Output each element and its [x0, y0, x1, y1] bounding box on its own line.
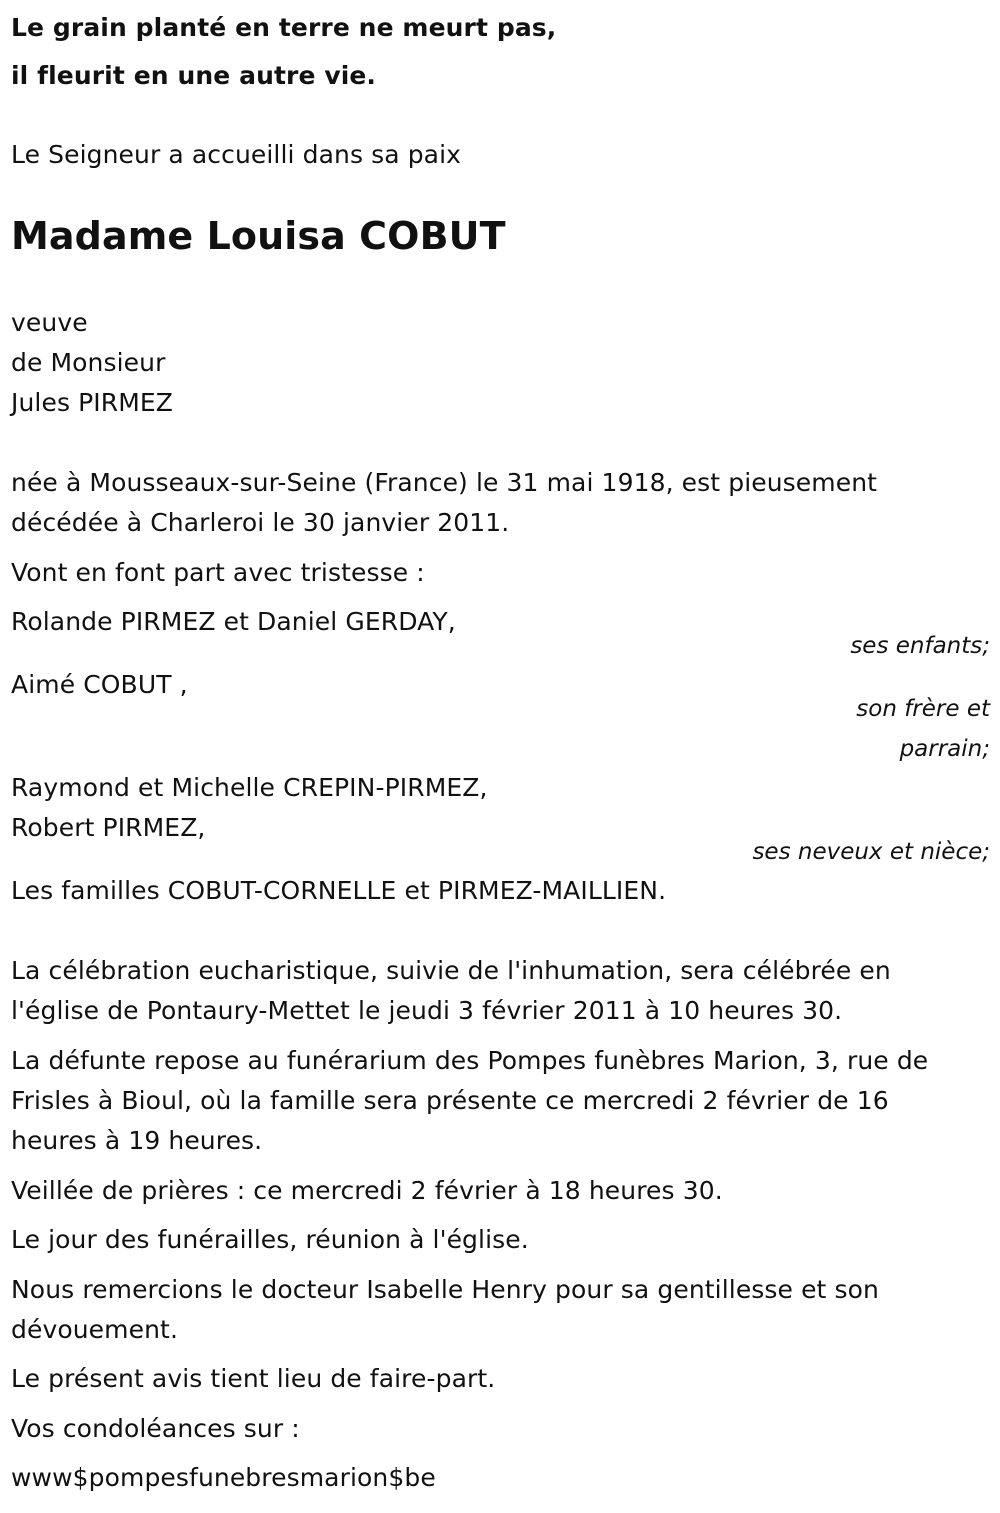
repose-line-3: heures à 19 heures. — [11, 1126, 263, 1155]
spouse-line-1: veuve — [11, 308, 88, 337]
brother-role-line-2: parrain; — [899, 736, 990, 762]
ceremony-line-2: l'église de Pontaury-Mettet le jeudi 3 février 2011 à 10 heures 30. — [11, 996, 843, 1025]
epigraph-line-2: il fleurit en une autre vie. — [11, 61, 377, 90]
repose-line-2: Frisles à Bioul, où la famille sera présente ce mercredi 2 février de 16 — [11, 1086, 889, 1115]
brother-role-line-1: son frère et — [856, 696, 990, 722]
notice-text: Le présent avis tient lieu de faire-part. — [11, 1364, 496, 1393]
funeral-day-text: Le jour des funérailles, réunion à l'église. — [11, 1225, 529, 1254]
ceremony-line-1: La célébration eucharistique, suivie de l'inhumation, sera célébrée en — [11, 956, 891, 985]
vigil-text: Veillée de prières : ce mercredi 2 février à 18 heures 30. — [11, 1176, 723, 1205]
repose-line-1: La défunte repose au funérarium des Pompes funèbres Marion, 3, rue de — [11, 1046, 929, 1075]
thanks-line-1: Nous remercions le docteur Isabelle Henry pour sa gentillesse et son — [11, 1275, 879, 1304]
nephews-role: ses neveux et nièce; — [752, 839, 990, 865]
epigraph-line-1: Le grain planté en terre ne meurt pas, — [11, 13, 557, 42]
nephew-line-1: Raymond et Michelle CREPIN-PIRMEZ, — [11, 773, 488, 802]
birth-death-line-1: née à Mousseaux-sur-Seine (France) le 31 mai 1918, est pieusement — [11, 468, 878, 497]
website-link[interactable]: www$pompesfunebresmarion$be — [11, 1463, 436, 1492]
deceased-name: Madame Louisa COBUT — [11, 214, 506, 258]
spouse-line-3: Jules PIRMEZ — [11, 388, 174, 417]
nephew-line-2: Robert PIRMEZ, — [11, 813, 206, 842]
announce-text: Vont en font part avec tristesse : — [11, 558, 425, 587]
intro-text: Le Seigneur a accueilli dans sa paix — [11, 140, 462, 169]
children-names: Rolande PIRMEZ et Daniel GERDAY, — [11, 607, 456, 636]
spouse-line-2: de Monsieur — [11, 348, 166, 377]
thanks-line-2: dévouement. — [11, 1315, 178, 1344]
condolences-label: Vos condoléances sur : — [11, 1414, 300, 1443]
brother-name: Aimé COBUT , — [11, 670, 188, 699]
birth-death-line-2: décédée à Charleroi le 30 janvier 2011. — [11, 508, 510, 537]
families-text: Les familles COBUT-CORNELLE et PIRMEZ-MAILLIEN. — [11, 876, 667, 905]
children-role: ses enfants; — [850, 633, 990, 659]
